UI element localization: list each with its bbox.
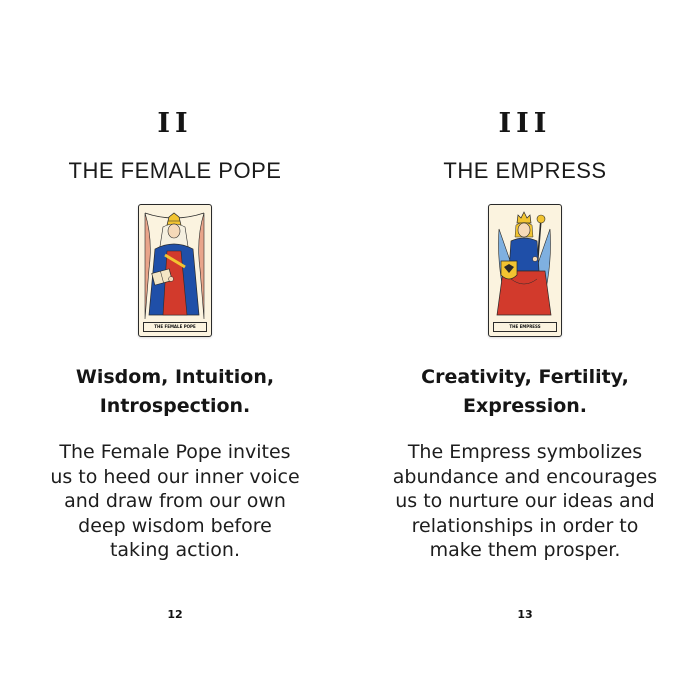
tarot-card-empress (488, 204, 562, 337)
card-keywords (20, 363, 330, 421)
description-line: abundance and encourages (392, 465, 658, 488)
description-line: us to heed our inner voice (50, 465, 300, 488)
card-caption: THE FEMALE POPE (143, 322, 207, 332)
keywords-line: Wisdom, Intuition, (75, 366, 275, 388)
description-line: relationships in order to (411, 514, 639, 537)
description-line: make them prosper. (429, 539, 621, 561)
keywords-line: Creativity, Fertility, (421, 366, 629, 388)
card-numeral: II (157, 108, 193, 139)
card-keywords (370, 363, 680, 421)
description-line: and draw from our own (64, 490, 286, 512)
keywords-line: Introspection. (99, 395, 251, 417)
right-page (350, 0, 700, 700)
card-title: THE EMPRESS (443, 158, 607, 183)
card-description (370, 440, 680, 563)
page-number: 13 (517, 608, 533, 621)
tarot-card-female-pope (138, 204, 212, 337)
description-line: deep wisdom before (78, 514, 272, 537)
description-line: The Female Pope invites (59, 441, 291, 463)
female-pope-illustration (143, 209, 206, 323)
card-numeral: III (498, 108, 552, 139)
description-line: us to nurture our ideas and (395, 490, 655, 512)
card-description (20, 440, 330, 563)
card-caption: THE EMPRESS (493, 322, 557, 332)
card-title: THE FEMALE POPE (68, 158, 282, 183)
page-number: 12 (167, 608, 183, 621)
description-line: taking action. (109, 539, 241, 561)
empress-illustration (493, 209, 556, 323)
description-line: The Empress symbolizes (407, 441, 643, 463)
keywords-line: Expression. (462, 395, 588, 417)
